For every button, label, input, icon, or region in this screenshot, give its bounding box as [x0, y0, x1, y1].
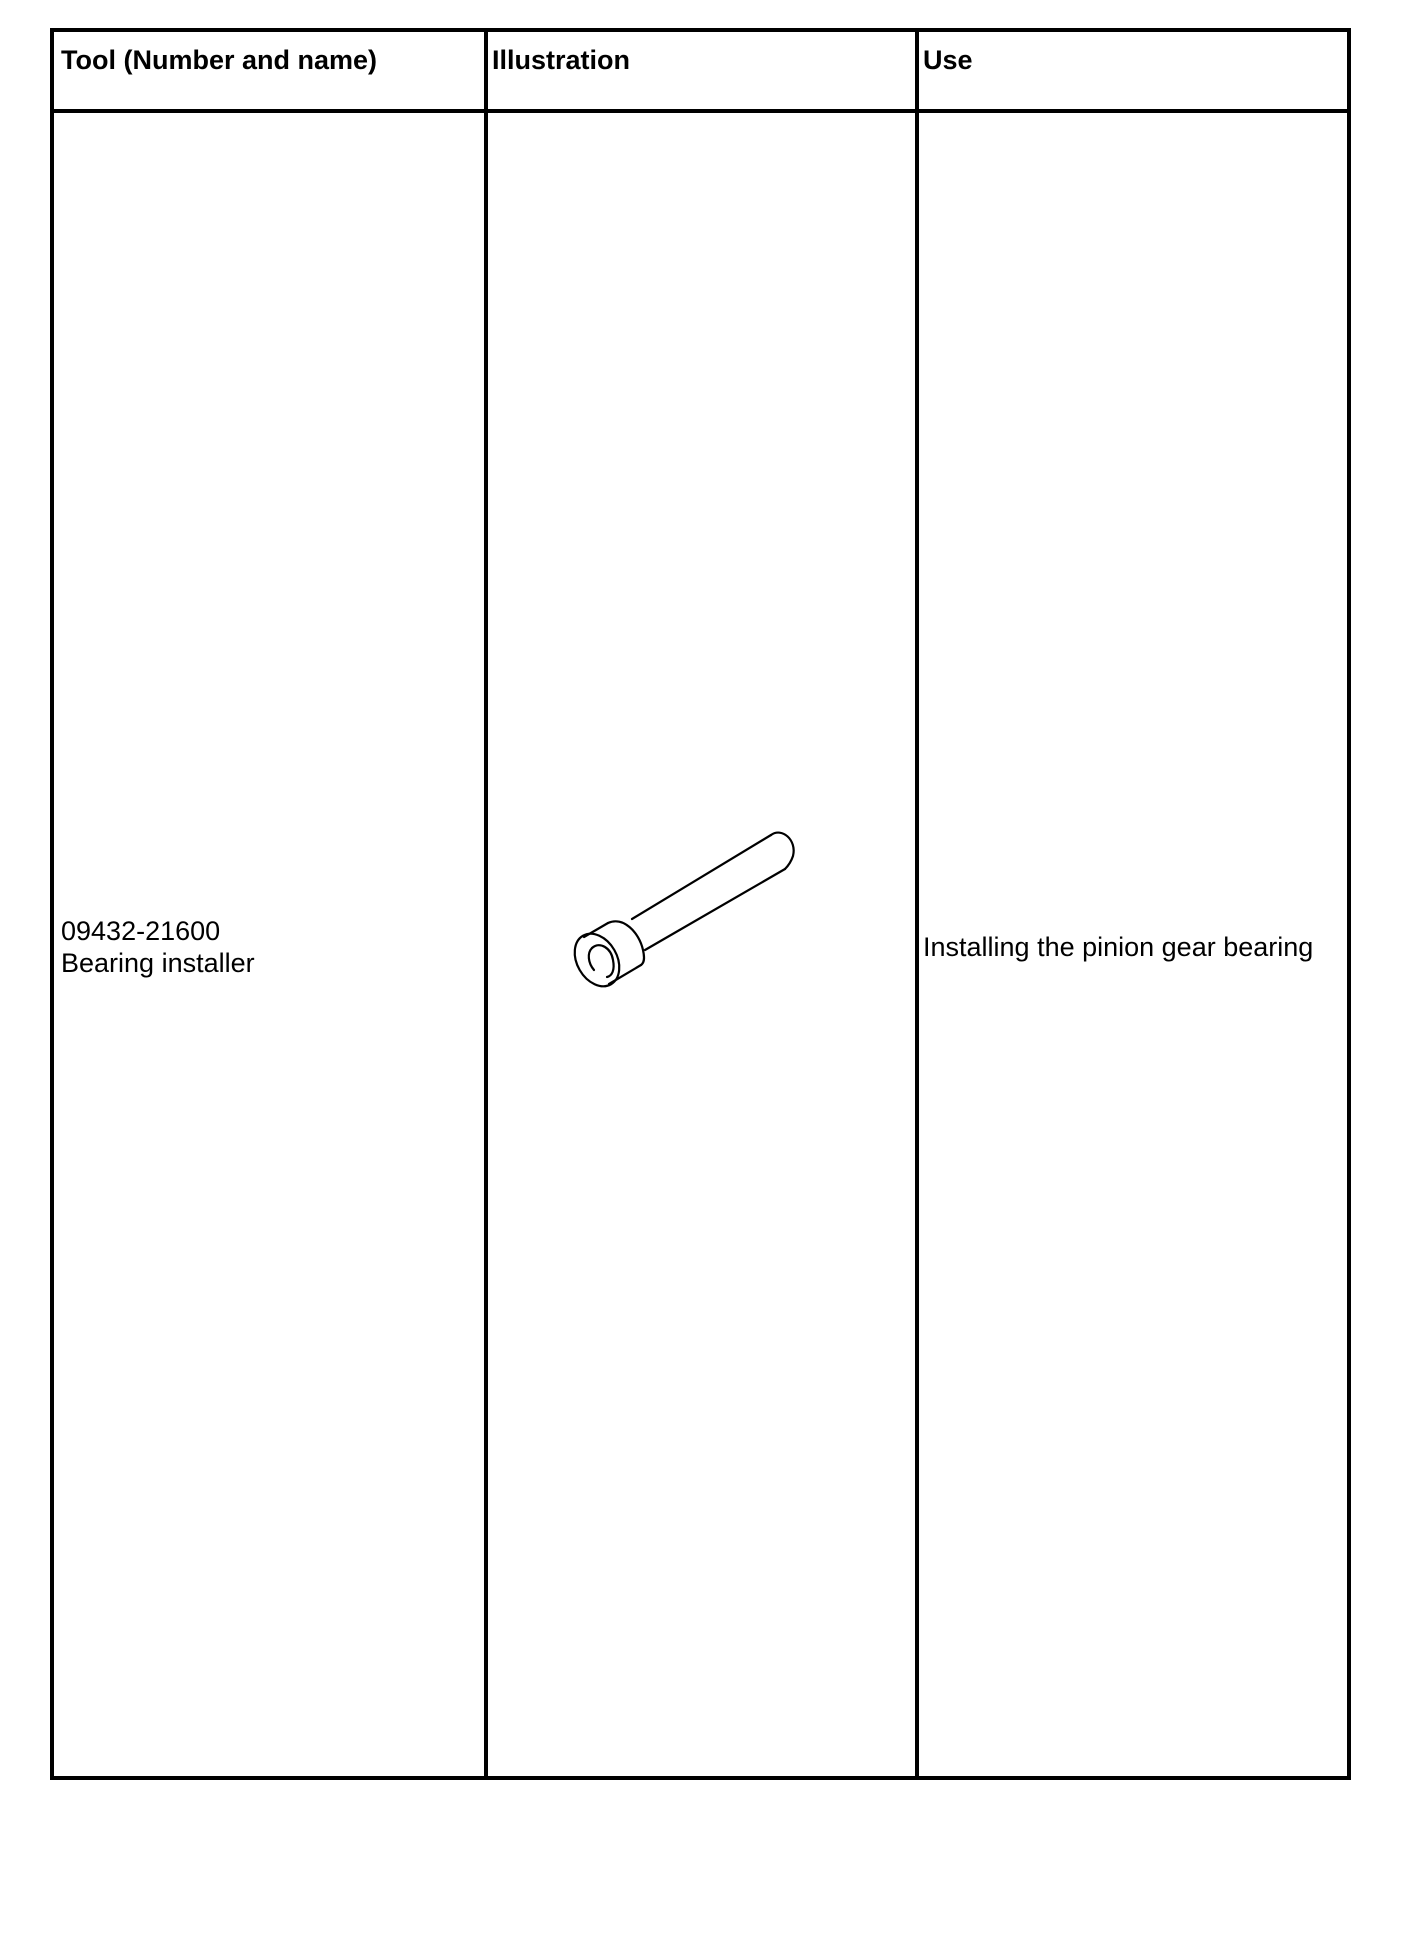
tool-use: Installing the pinion gear bearing — [923, 932, 1314, 962]
collar-front-face — [567, 926, 628, 994]
header-row-divider — [54, 109, 1347, 113]
bearing-installer-icon — [567, 812, 837, 1017]
tool-number: 09432-21600 — [61, 916, 221, 946]
column-divider-1 — [484, 32, 488, 1776]
tool-name: Bearing installer — [61, 948, 255, 978]
bore-inner-edge — [589, 948, 594, 970]
header-tool: Tool (Number and name) — [61, 45, 378, 75]
bore-opening — [592, 945, 614, 977]
header-use: Use — [923, 45, 973, 75]
header-illustration: Illustration — [492, 45, 631, 75]
shaft-bottom-edge — [645, 869, 785, 950]
shaft-top-edge — [632, 835, 771, 919]
shaft-end-cap — [771, 833, 794, 869]
column-divider-2 — [915, 32, 919, 1776]
